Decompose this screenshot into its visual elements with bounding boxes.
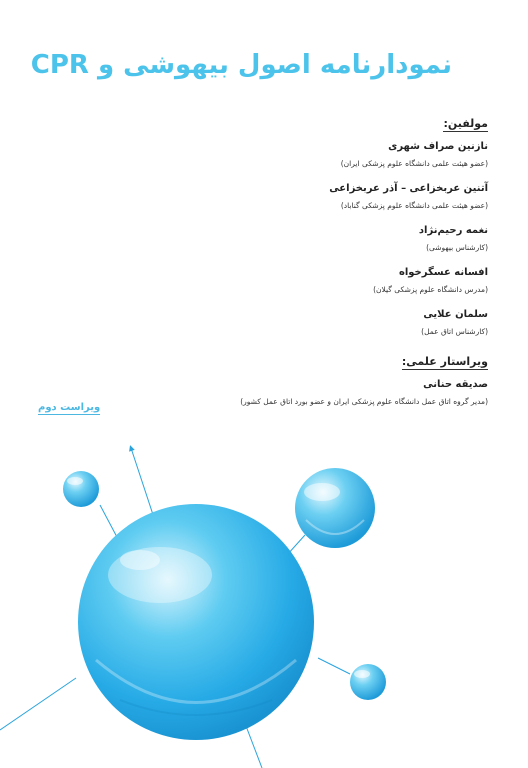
edition-label: ویراست دوم	[38, 402, 101, 413]
small-sphere-left	[63, 471, 99, 507]
author-name: سلمان علایی	[423, 309, 488, 320]
author-name: افسانه عسگرخواه	[398, 267, 488, 278]
author-name: نازنین صراف شهری	[388, 141, 488, 152]
line-left	[0, 678, 76, 730]
author-affiliation: (عضو هیئت علمی دانشگاه علوم پزشکی گناباد)	[340, 201, 488, 210]
editor-block	[48, 350, 488, 408]
line-to-right-sphere	[318, 658, 350, 674]
author-entry	[48, 266, 488, 296]
author-name: نغمه رحیم‌نژاد	[418, 225, 488, 236]
medium-sphere-right	[295, 468, 375, 548]
credits	[48, 112, 488, 408]
editor-name: صدیقه حنانی	[423, 379, 488, 390]
author-entry	[48, 308, 488, 338]
author-affiliation: (کارشناس اتاق عمل)	[421, 327, 488, 336]
author-affiliation: (عضو هیئت علمی دانشگاه علوم پزشکی ایران)	[340, 159, 488, 168]
authors-heading: مولفین:	[443, 117, 488, 130]
book-title: نمودارنامه اصول بیهوشی و CPR	[30, 50, 452, 80]
author-entry	[48, 224, 488, 254]
author-entry	[48, 140, 488, 170]
author-affiliation: (مدرس دانشگاه علوم پزشکی گیلان)	[373, 285, 488, 294]
author-entry	[48, 182, 488, 212]
author-name: آتنین عربخزاعی – آذر عربخزاعی	[329, 183, 488, 194]
editor-affiliation: (مدیر گروه اتاق عمل دانشگاه علوم پزشکی ایران و عضو بورد اتاق عمل کشور)	[240, 397, 488, 406]
small-sphere-right	[350, 664, 386, 700]
author-affiliation: (کارشناس بیهوشی)	[426, 243, 488, 252]
editor-heading: ویراستار علمی:	[401, 355, 488, 368]
large-sphere-center	[78, 504, 314, 740]
